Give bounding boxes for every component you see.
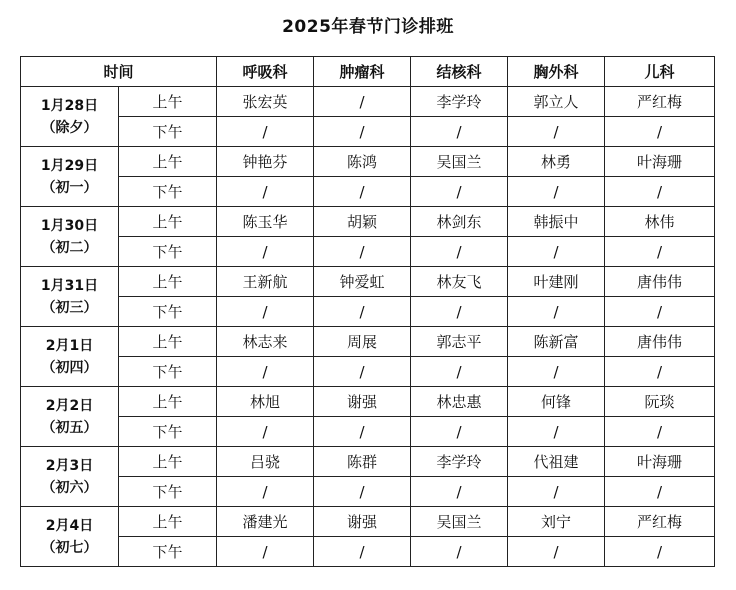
- doctor-cell: 潘建光: [217, 507, 314, 537]
- doctor-cell: 吴国兰: [411, 147, 508, 177]
- date-cell: [21, 387, 119, 447]
- period-label-pm: 下午: [119, 537, 217, 567]
- doctor-cell: /: [411, 117, 508, 147]
- lunar-label: （初七）: [41, 539, 98, 556]
- doctor-cell: 林剑东: [411, 207, 508, 237]
- doctor-cell: /: [217, 237, 314, 267]
- period-label-am: 上午: [119, 267, 217, 297]
- period-label-pm: 下午: [119, 357, 217, 387]
- date-cell: [21, 87, 119, 147]
- doctor-cell: 韩振中: [508, 207, 605, 237]
- period-label-am: 上午: [119, 327, 217, 357]
- doctor-cell: /: [411, 417, 508, 447]
- period-label-pm: 下午: [119, 477, 217, 507]
- period-label-am: 上午: [119, 447, 217, 477]
- doctor-cell: /: [314, 177, 411, 207]
- header-department: 儿科: [605, 57, 715, 87]
- doctor-cell: /: [605, 357, 715, 387]
- doctor-cell: 何锋: [508, 387, 605, 417]
- date-label: 1月29日: [40, 157, 99, 174]
- doctor-cell: 林友飞: [411, 267, 508, 297]
- lunar-label: （初一）: [41, 179, 98, 196]
- table-row-pm: [21, 237, 715, 267]
- doctor-cell: /: [508, 237, 605, 267]
- date-label: 2月4日: [45, 517, 94, 534]
- doctor-cell: /: [217, 357, 314, 387]
- doctor-cell: 钟爱虹: [314, 267, 411, 297]
- period-label-pm: 下午: [119, 417, 217, 447]
- doctor-cell: 严红梅: [605, 87, 715, 117]
- period-label-pm: 下午: [119, 117, 217, 147]
- doctor-cell: 林伟: [605, 207, 715, 237]
- doctor-cell: /: [314, 417, 411, 447]
- doctor-cell: 严红梅: [605, 507, 715, 537]
- schedule-body: [21, 87, 715, 567]
- date-cell: [21, 507, 119, 567]
- doctor-cell: /: [411, 237, 508, 267]
- page-title: 2025年春节门诊排班: [282, 17, 454, 37]
- table-row-pm: [21, 177, 715, 207]
- header-department: 结核科: [411, 57, 508, 87]
- date-label: 1月31日: [40, 277, 99, 294]
- doctor-cell: /: [314, 297, 411, 327]
- lunar-label: （初五）: [41, 419, 98, 436]
- header-time: 时间: [21, 57, 217, 87]
- doctor-cell: 陈新富: [508, 327, 605, 357]
- period-label-am: 上午: [119, 87, 217, 117]
- doctor-cell: /: [217, 297, 314, 327]
- table-row-pm: [21, 537, 715, 567]
- period-label-am: 上午: [119, 147, 217, 177]
- doctor-cell: 叶建刚: [508, 267, 605, 297]
- doctor-cell: /: [314, 537, 411, 567]
- doctor-cell: 李学玲: [411, 87, 508, 117]
- period-label-pm: 下午: [119, 177, 217, 207]
- date-cell: [21, 447, 119, 507]
- doctor-cell: 林志来: [217, 327, 314, 357]
- lunar-label: （初二）: [41, 239, 98, 256]
- header-row: [21, 57, 715, 87]
- doctor-cell: /: [605, 237, 715, 267]
- doctor-cell: 林忠惠: [411, 387, 508, 417]
- doctor-cell: 刘宁: [508, 507, 605, 537]
- doctor-cell: /: [508, 357, 605, 387]
- period-label-am: 上午: [119, 387, 217, 417]
- period-label-am: 上午: [119, 507, 217, 537]
- doctor-cell: 陈鸿: [314, 147, 411, 177]
- doctor-cell: /: [605, 417, 715, 447]
- doctor-cell: /: [508, 117, 605, 147]
- doctor-cell: 胡颖: [314, 207, 411, 237]
- doctor-cell: /: [411, 297, 508, 327]
- doctor-cell: 郭志平: [411, 327, 508, 357]
- doctor-cell: /: [605, 177, 715, 207]
- table-row-am: [21, 447, 715, 477]
- doctor-cell: 郭立人: [508, 87, 605, 117]
- lunar-label: （初四）: [41, 359, 98, 376]
- table-row-am: [21, 507, 715, 537]
- doctor-cell: /: [605, 117, 715, 147]
- doctor-cell: 叶海珊: [605, 147, 715, 177]
- doctor-cell: 吴国兰: [411, 507, 508, 537]
- doctor-cell: 唐伟伟: [605, 267, 715, 297]
- doctor-cell: /: [411, 177, 508, 207]
- header-department: 呼吸科: [217, 57, 314, 87]
- date-label: 1月28日: [40, 97, 99, 114]
- table-row-am: [21, 147, 715, 177]
- doctor-cell: 张宏英: [217, 87, 314, 117]
- doctor-cell: /: [314, 237, 411, 267]
- lunar-label: （除夕）: [41, 119, 98, 136]
- doctor-cell: 代祖建: [508, 447, 605, 477]
- doctor-cell: 李学玲: [411, 447, 508, 477]
- header-department: 胸外科: [508, 57, 605, 87]
- table-row-pm: [21, 417, 715, 447]
- doctor-cell: /: [411, 537, 508, 567]
- header-department: 肿瘤科: [314, 57, 411, 87]
- schedule-table: [20, 56, 715, 567]
- table-row-am: [21, 87, 715, 117]
- doctor-cell: 王新航: [217, 267, 314, 297]
- doctor-cell: 周展: [314, 327, 411, 357]
- doctor-cell: /: [314, 117, 411, 147]
- table-row-am: [21, 327, 715, 357]
- doctor-cell: 陈群: [314, 447, 411, 477]
- table-row-am: [21, 387, 715, 417]
- doctor-cell: /: [508, 537, 605, 567]
- doctor-cell: 谢强: [314, 387, 411, 417]
- period-label-pm: 下午: [119, 297, 217, 327]
- doctor-cell: /: [411, 477, 508, 507]
- date-cell: [21, 207, 119, 267]
- date-cell: [21, 147, 119, 207]
- doctor-cell: /: [605, 537, 715, 567]
- doctor-cell: 谢强: [314, 507, 411, 537]
- doctor-cell: 唐伟伟: [605, 327, 715, 357]
- doctor-cell: /: [314, 477, 411, 507]
- doctor-cell: /: [217, 537, 314, 567]
- doctor-cell: 钟艳芬: [217, 147, 314, 177]
- table-row-pm: [21, 477, 715, 507]
- date-label: 2月2日: [45, 397, 94, 414]
- doctor-cell: /: [217, 117, 314, 147]
- date-cell: [21, 267, 119, 327]
- doctor-cell: /: [314, 87, 411, 117]
- doctor-cell: /: [508, 477, 605, 507]
- doctor-cell: /: [411, 357, 508, 387]
- doctor-cell: 林旭: [217, 387, 314, 417]
- doctor-cell: /: [217, 477, 314, 507]
- period-label-am: 上午: [119, 207, 217, 237]
- table-row-am: [21, 267, 715, 297]
- doctor-cell: /: [605, 477, 715, 507]
- doctor-cell: 阮琰: [605, 387, 715, 417]
- date-label: 2月1日: [45, 337, 94, 354]
- doctor-cell: /: [508, 417, 605, 447]
- table-row-pm: [21, 117, 715, 147]
- table-row-am: [21, 207, 715, 237]
- lunar-label: （初三）: [41, 299, 98, 316]
- date-cell: [21, 327, 119, 387]
- doctor-cell: 林勇: [508, 147, 605, 177]
- date-label: 1月30日: [40, 217, 99, 234]
- date-label: 2月3日: [45, 457, 94, 474]
- period-label-pm: 下午: [119, 237, 217, 267]
- doctor-cell: 陈玉华: [217, 207, 314, 237]
- lunar-label: （初六）: [41, 479, 98, 496]
- doctor-cell: /: [605, 297, 715, 327]
- doctor-cell: /: [508, 177, 605, 207]
- doctor-cell: /: [217, 177, 314, 207]
- table-row-pm: [21, 357, 715, 387]
- doctor-cell: 吕骁: [217, 447, 314, 477]
- doctor-cell: /: [217, 417, 314, 447]
- doctor-cell: /: [508, 297, 605, 327]
- doctor-cell: /: [314, 357, 411, 387]
- doctor-cell: 叶海珊: [605, 447, 715, 477]
- table-row-pm: [21, 297, 715, 327]
